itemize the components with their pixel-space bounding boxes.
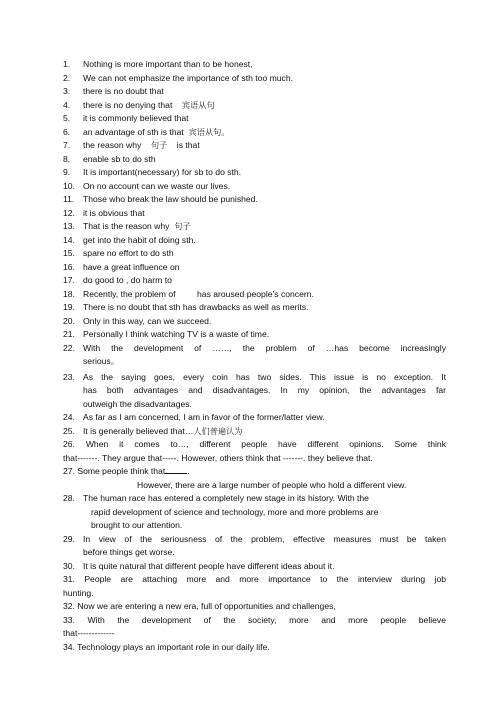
list-item: 31. People are attaching more and more importance to the interview during job hunting. [63, 574, 446, 598]
list-item: 29. In view of the seriousness of the problem, effective measures must be taken before things get worse. [63, 533, 446, 557]
list-item: 1. Nothing is more important than to be honest, [63, 59, 253, 69]
chinese-note: 宾语从句。 [188, 126, 230, 137]
list-item: 3. there is no doubt that [63, 86, 164, 96]
list-item: 4. there is no denying that 宾语从句 [63, 99, 215, 110]
list-item: 10. On no account can we waste our lives. [63, 180, 231, 191]
list-item: 16. have a great influence on [63, 261, 180, 272]
list-item: 22. With the development of ……, the problem of …has become increasingly serious。 [63, 342, 446, 366]
list-item: 17. do good to , do harm to [63, 275, 172, 285]
chinese-note: 宾语从句 [181, 99, 215, 110]
list-item: 11. Those who break the law should be punished. [63, 194, 258, 204]
list-item: 33. With the development of the society, more and more people believe that------------- [63, 614, 446, 638]
list-item: 23. As the saying goes, every coin has two sides. This issue is no exception. It has both advantages and disadvantages. In my opinion, the advantages far outweigh the disadvantages. [63, 371, 446, 409]
list-item: 32. Now we are entering a new era, full of opportunities and challenges, [63, 601, 336, 611]
list-item: 5. it is commonly believed that [63, 113, 189, 123]
list-item: 21. Personally I think watching TV is a waste of time. [63, 329, 270, 339]
chinese-note: 句子 [174, 221, 191, 231]
list-item: 19. There is no doubt that sth has drawbacks as well as merits. [63, 302, 309, 312]
list-item: 9. It is important(necessary) for sb to do sth. [63, 167, 242, 177]
list-item: 8. enable sb to do sth [63, 153, 156, 164]
list-item: 28. The human race has entered a completely new stage in its history. With the rapid development of science and technology, more and more problems are brought to our attention. [63, 493, 379, 530]
list-item: 27. Some people think that . However, there are a large number of people who hold a different view. [63, 466, 407, 490]
list-item: 18. Recently, the problem of has aroused people’s concern. [63, 288, 314, 299]
chinese-note: 人们普遍认为 [193, 425, 243, 436]
list-item: 7. the reason why 句子 is that [63, 140, 200, 150]
list-item: 2. We can not emphasize the importance of sth too much. [63, 72, 294, 83]
list-item: 30. It is quite natural that different people have different ideas about it. [63, 560, 335, 571]
list-item: 14. get into the habit of doing sth. [63, 234, 196, 245]
list-item: 6. an advantage of sth is that 宾语从句。 [63, 126, 230, 137]
list-item: 15. spare no effort to do sth [63, 248, 174, 258]
list-item: 26. When it comes to…, different people have different opinions. Some think that-------. They argue that-----. However, others think that -------. they believe that. [63, 439, 446, 463]
list-item: 20. Only in this way, can we succeed. [63, 315, 212, 326]
list-item: 25. It is generally believed that…人们普遍认为 [63, 425, 243, 436]
chinese-note: 句子 [150, 140, 168, 150]
list-item: 34. Technology plays an important role in our daily life. [63, 641, 270, 652]
list-item: 24. As far as I am concerned, I am in favor of the former/latter view. [63, 412, 325, 422]
phrase-list [0, 58, 496, 654]
list-item: 12. it is obvious that [63, 207, 145, 218]
list-item: 13. That is the reason why 句子 [63, 221, 191, 231]
blank-underline [165, 465, 187, 474]
